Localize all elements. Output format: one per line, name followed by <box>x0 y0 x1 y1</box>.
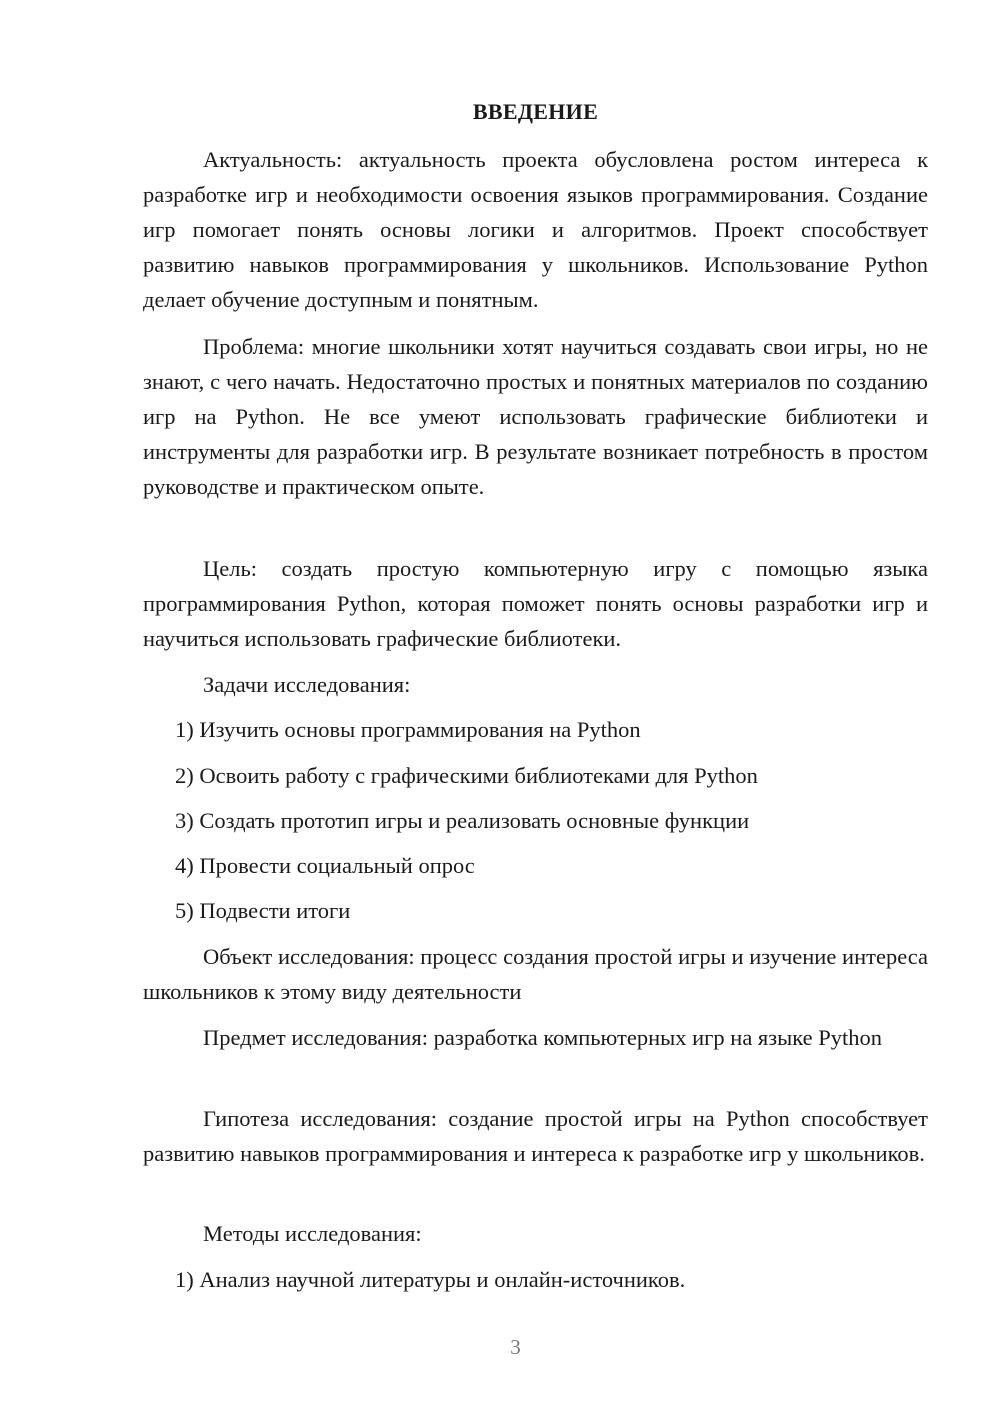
tasks-heading: Задачи исследования: <box>203 672 411 697</box>
problem-paragraph: Проблема: многие школьники хотят научиться создавать свои игры, но не знают, с чего начать. Недостаточно простых и понятных материалов по созданию игр на Python. Не все умеют использовать графические библиотеки и инструменты для разработки игр. В результате возникает потребность в простом руководстве и практическом опыте. <box>143 334 928 499</box>
task-item: 4) Провести социальный опрос <box>175 853 475 878</box>
section-title: ВВЕДЕНИЕ <box>472 99 599 124</box>
task-item: 1) Изучить основы программирования на Python <box>175 717 641 742</box>
subject-paragraph: Предмет исследования: разработка компьютерных игр на языке Python <box>203 1025 883 1050</box>
document-page <box>143 0 928 1414</box>
object-paragraph: Объект исследования: процесс создания простой игры и изучение интереса школьников к этому виду деятельности <box>143 944 928 1004</box>
goal-paragraph: Цель: создать простую компьютерную игру с помощью языка программирования Python, которая поможет понять основы разработки игр и научиться использовать графические библиотеки. <box>143 556 928 651</box>
relevance-paragraph: Актуальность: актуальность проекта обусловлена ростом интереса к разработке игр и необходимости освоения языков программирования. Создание игр помогает понять основы логики и алгоритмов. Проект способствует развитию навыков программирования у школьников. Использование Python делает обучение доступным и понятным. <box>143 147 928 312</box>
methods-heading: Методы исследования: <box>203 1221 422 1246</box>
page-number: 3 <box>510 1335 521 1359</box>
task-item: 5) Подвести итоги <box>175 898 351 923</box>
task-item: 3) Создать прототип игры и реализовать основные функции <box>175 808 750 833</box>
task-item: 2) Освоить работу с графическими библиотеками для Python <box>175 763 758 788</box>
hypothesis-paragraph: Гипотеза исследования: создание простой игры на Python способствует развитию навыков программирования и интереса к разработке игр у школьников. <box>143 1106 928 1166</box>
method-item: 1) Анализ научной литературы и онлайн-источников. <box>175 1267 686 1292</box>
